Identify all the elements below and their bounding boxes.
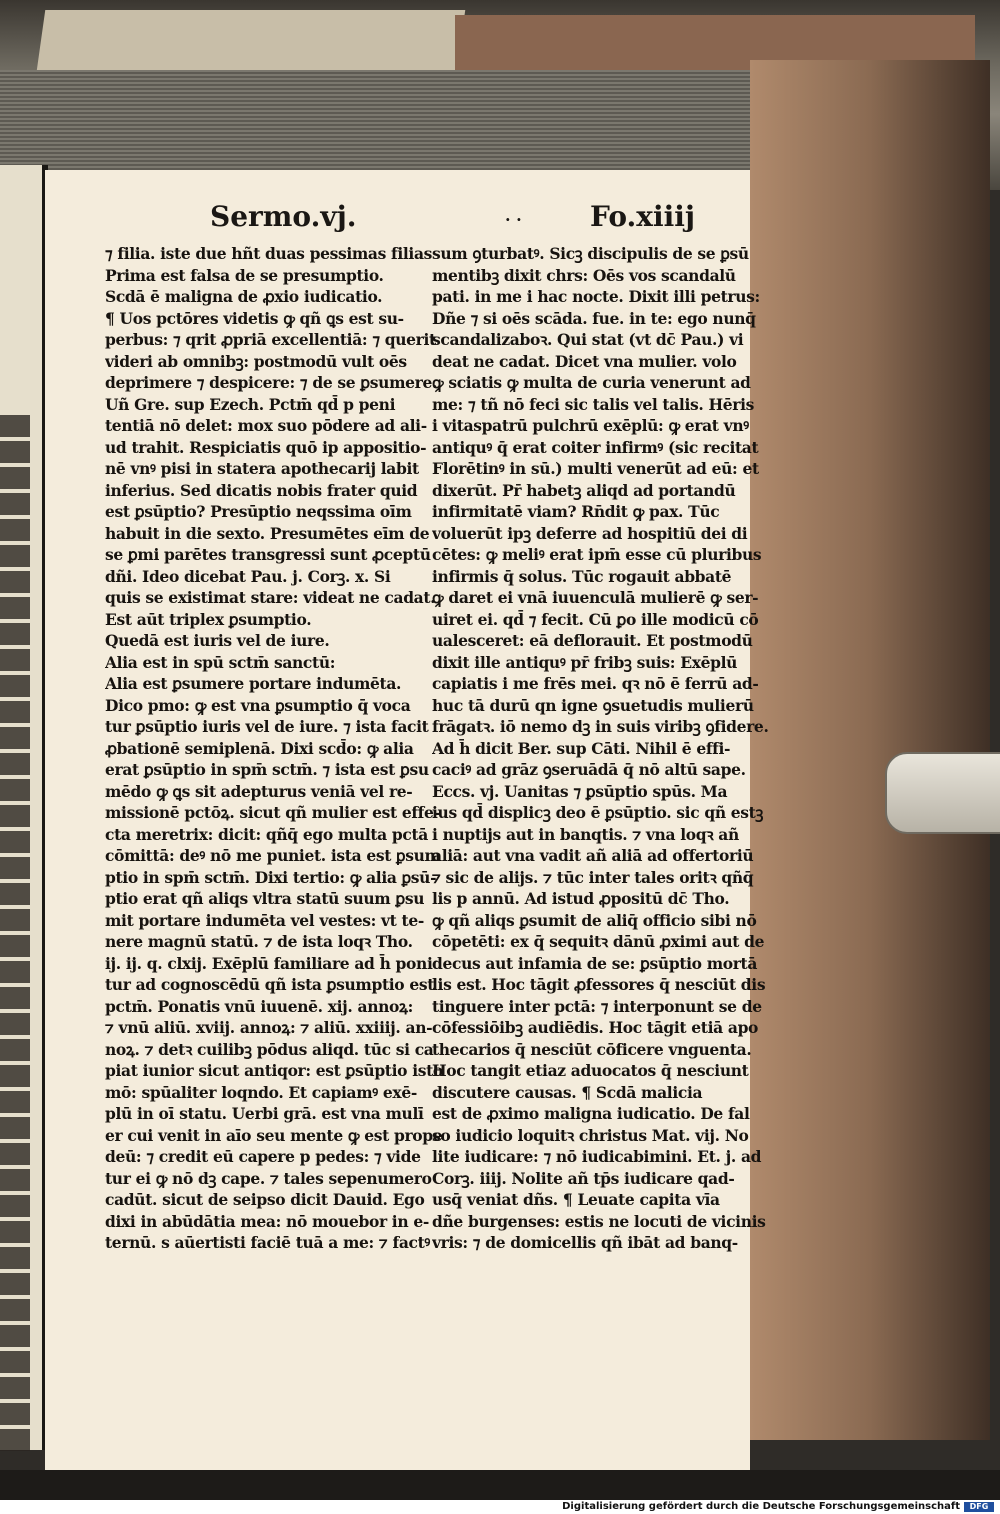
text-line: cta meretrix: dicit: qñq̄ ego multa pctā (105, 824, 428, 844)
text-line: nē vnꝰ pisi in statera apothecarij labit (105, 459, 419, 478)
text-line: tur ad cognoscēdū qñ ista ꝑsumptio est (105, 975, 435, 994)
text-line: er cui venit in aīo seu mente ꝙ est prope (105, 1125, 443, 1145)
text-line: Corꝫ. iiij. Nolite añ tp̄s iudicare qad- (432, 1168, 735, 1188)
text-line: cōpetēti: ex q̄ sequitꝛ dānū ꝓximi aut de (432, 932, 765, 951)
text-line: me: ⁊ tñ nō feci sic talis vel talis. Hēris (432, 394, 754, 414)
text-line: sum ꝯturbatꝰ. Sicꝫ discipulis de se ꝑsū (432, 244, 749, 263)
text-line: quis se existimat stare: videat ne cadat. (105, 588, 436, 607)
text-line: cōmittā: deꝰ nō me puniet. ista est ꝑsum (105, 846, 441, 865)
text-line: i vitaspatrū pulchrū exēplū: ꝙ erat vnꝰ (432, 416, 749, 435)
text-line: tur ꝑsūptio iuris vel de iure. ⁊ ista facit (105, 717, 429, 736)
text-line: dixit ille antiquꝰ pr̄ fribꝫ suis: Exēplū (432, 652, 738, 672)
text-line: cōfessiōibꝫ audiēdis. Hoc tāgit etiā apo (432, 1018, 759, 1037)
text-line: dixerūt. Pr̄ habetꝫ aliqd ad portandū (432, 480, 736, 500)
text-line: so iudicio loquitꝛ christus Mat. vij. No (432, 1125, 749, 1145)
text-line: Florētinꝰ in sū.) multi venerūt ad eū: et (432, 459, 759, 478)
text-line: infirmitatē viam? Rn̄dit ꝙ pax. Tūc (432, 502, 720, 521)
text-line: decus aut infamia de se: ꝑsūptio mortā (432, 953, 758, 973)
text-line: Uñ Gre. sup Ezech. Pctm̄ qd̄ p peni (105, 394, 396, 414)
text-line: Ad h̄ dicit Ber. sup Cāti. Nihil ē effi- (432, 738, 731, 758)
text-line: mō: spūaliter loqndo. Et capiamꝰ exē- (105, 1082, 417, 1102)
text-line: ualesceret: eā deflorauit. Et postmodū (432, 631, 753, 650)
footer-credit: Digitalisierung gefördert durch die Deutsche Forschungsgemeinschaft (562, 1501, 960, 1512)
text-line: dñe burgenses: estis ne locuti de vicinis (432, 1211, 766, 1231)
text-line: lite iudicare: ⁊ nō iudicabimini. Et. j. ad (432, 1147, 762, 1166)
text-line: Dico pmo: ꝙ est vna ꝑsumptio q̄ voca (105, 695, 411, 715)
text-line: ⁊ vnū aliū. xviij. annoꝝ: ⁊ aliū. xxiiij. an- (105, 1018, 433, 1037)
dfg-logo: DFG (964, 1502, 994, 1512)
running-head-right: Fo.xiiij (590, 200, 696, 233)
text-line: tur ei ꝙ nō dꝫ cape. ⁊ tales sepenumero (105, 1168, 432, 1188)
text-line: discutere causas. ¶ Scdā malicia (432, 1082, 703, 1102)
text-line: ¶ Uos pctōres videtis ꝙ qñ ꝗs est su- (105, 308, 404, 328)
text-line: cētes: ꝙ meliꝰ erat ipm̄ esse cū pluribus (432, 545, 762, 564)
text-line: dixi in abūdātia mea: nō mouebor in e- (105, 1211, 429, 1231)
text-line: plū in oī statu. Uerbi grā. est vna mulī (105, 1104, 424, 1123)
text-line: lis p annū. Ad istud ꝓpositū dc̄ Tho. (432, 889, 730, 908)
text-line: ꝙ daret ei vnā iuuenculā mulierē ꝙ ser- (432, 588, 759, 607)
text-line: noꝝ. ⁊ detꝛ cuilibꝫ pōdus aliqd. tūc si ca (105, 1039, 434, 1059)
text-line: antiquꝰ q̄ erat coiter infirmꝰ (sic recitat (432, 437, 759, 457)
text-line: Est aūt triplex ꝑsumptio. (105, 609, 312, 629)
text-line: pctm̄. Ponatis vnū iuuenē. xij. annoꝝ: (105, 996, 414, 1016)
text-line: ptio erat qñ aliqs vltra statū suum ꝑsu (105, 889, 425, 908)
text-line: habuit in die sexto. Presumētes eīm de (105, 523, 430, 543)
text-line: ptio in spm̄ sctm̄. Dixi tertio: ꝙ alia ꝑsū- (105, 867, 437, 887)
text-line: voluerūt ipꝫ deferre ad hospitiū dei di (432, 523, 748, 543)
text-line: erat ꝑsūptio in spm̄ sctm̄. ⁊ ista est ꝑsu (105, 760, 429, 779)
bottom-shadow (0, 1470, 1000, 1500)
text-line: cadūt. sicut de seipso dicit Dauid. Ego (105, 1190, 425, 1209)
text-line: mentibꝫ dixit chrs: Oēs vos scandalū (432, 265, 736, 285)
text-line: vris: ⁊ de domicellis qñ ibāt ad banq- (432, 1233, 738, 1252)
text-line: ꝙ qñ aliqs ꝑsumit de aliq̄ officio sibi nō (432, 910, 757, 930)
text-line: caciꝰ ad grāz ꝯseruādā q̄ nō altū sape. (432, 760, 746, 779)
text-line: pati. in me i hac nocte. Dixit illi petrus: (432, 287, 760, 306)
text-line: ij. ij. q. clxij. Exēplū familiare ad h̄ poni (105, 953, 433, 973)
text-line: mit portare indumēta vel vestes: vt te- (105, 910, 424, 930)
text-line: tinguere inter pctā: ⁊ interponunt se de (432, 996, 762, 1016)
text-line: dñi. Ideo dicebat Pau. j. Corꝫ. x. Si (105, 566, 391, 586)
footer-bar (0, 1500, 1000, 1514)
text-column-right (432, 243, 777, 1254)
text-line: Hoc tangit etiaz aduocatos q̄ nesciunt (432, 1061, 749, 1080)
text-line: deū: ⁊ credit eū capere p pedes: ⁊ vide (105, 1147, 421, 1166)
cover-edge (750, 60, 990, 1440)
text-line: uiret ei. qd̄ ⁊ fecit. Cū ꝑo ille modicū cō (432, 609, 759, 629)
facing-page-text (0, 415, 36, 1475)
page-clip (885, 752, 1000, 834)
text-line: capiatis i me frēs mei. qꝛ nō ē ferrū ad- (432, 674, 759, 693)
text-line: ⁊ filia. iste due hñt duas pessimas filias (105, 244, 433, 263)
text-line: est de ꝓximo maligna iudicatio. De fal (432, 1104, 750, 1123)
text-line: frāgatꝛ. iō nemo dꝫ in suis viribꝫ ꝯfidere. (432, 717, 769, 736)
running-head-left: Sermo.vj. (210, 200, 357, 233)
text-line: missionē pctōꝝ. sicut qñ mulier est effe- (105, 803, 440, 822)
text-line: Alia est ꝑsumere portare indumēta. (105, 674, 402, 693)
text-line: scandalizaboꝛ. Qui stat (vt dc̄ Pau.) vi (432, 330, 744, 349)
text-line: deprimere ⁊ despicere: ⁊ de se ꝑsumere. (105, 373, 438, 392)
text-line: tentiā nō delet: mox suo pōdere ad ali- (105, 416, 427, 435)
text-line: inferius. Sed dicatis nobis frater quid (105, 480, 418, 500)
text-line: piat iunior sicut antiqor: est ꝑsūptio isto (105, 1061, 443, 1080)
text-line: Prima est falsa de se presumptio. (105, 265, 384, 285)
text-line: ius qd̄ displicꝫ deo ē ꝑsūptio. sic qñ estꝫ (432, 803, 764, 822)
text-column-left (105, 243, 450, 1254)
text-line: videri ab omnibꝫ: postmodū vult oēs (105, 351, 407, 371)
text-line: huc tā durū qn igne ꝯsuetudis mulierū (432, 695, 754, 715)
text-line: deat ne cadat. Dicet vna mulier. volo (432, 351, 737, 371)
text-line: perbus: ⁊ qrit ꝓpriā excellentiā: ⁊ querit (105, 330, 436, 349)
text-line: i nuptijs aut in banqtis. ⁊ vna loqꝛ añ (432, 824, 739, 844)
text-line: thecarios q̄ nesciūt cōficere vnguenta. (432, 1039, 752, 1059)
text-line: Dñe ⁊ si oēs scāda. fue. in te: ego nunq̄ (432, 308, 756, 328)
text-line: ternū. s aūertisti faciē tuā a me: ⁊ factꝰ (105, 1233, 430, 1252)
text-line: ud trahit. Respiciatis quō ip appositio- (105, 437, 427, 457)
text-line: lis est. Hoc tāgit ꝓfessores q̄ nesciūt dis (432, 975, 766, 994)
text-line: est ꝑsūptio? Presūptio neqssima oīm (105, 502, 412, 521)
text-line: ꝙ sciatis ꝙ multa de curia venerunt ad (432, 373, 751, 392)
text-line: usq̄ veniat dñs. ¶ Leuate capita vīa (432, 1190, 720, 1209)
text-line: se ꝑmi parētes transgressi sunt ꝓceptū (105, 545, 431, 564)
text-line: infirmis q̄ solus. Tūc rogauit abbatē (432, 566, 732, 586)
text-line: Eccs. vj. Uanitas ⁊ ꝑsūptio spūs. Ma (432, 781, 728, 801)
text-line: nere magnū statū. ⁊ de ista loqꝛ Tho. (105, 932, 413, 951)
ornament-dots: · · (505, 210, 522, 229)
text-line: ⁊ sic de alijs. ⁊ tūc inter tales oritꝛ qñq̄ (432, 867, 754, 887)
text-line: Alia est in spū sctm̄ sanctū: (105, 652, 336, 672)
text-line: Scdā ē maligna de ꝓxio iudicatio. (105, 287, 383, 306)
text-line: mēdo ꝙ ꝗs sit adepturus veniā vel re- (105, 781, 413, 801)
text-line: ꝓbationē semiplenā. Dixi scd̄o: ꝙ alia (105, 738, 414, 758)
text-line: Quedā est iuris vel de iure. (105, 631, 330, 650)
facing-page-edge (0, 165, 48, 1450)
text-line: aliā: aut vna vadit añ aliā ad offertoriū (432, 846, 754, 865)
